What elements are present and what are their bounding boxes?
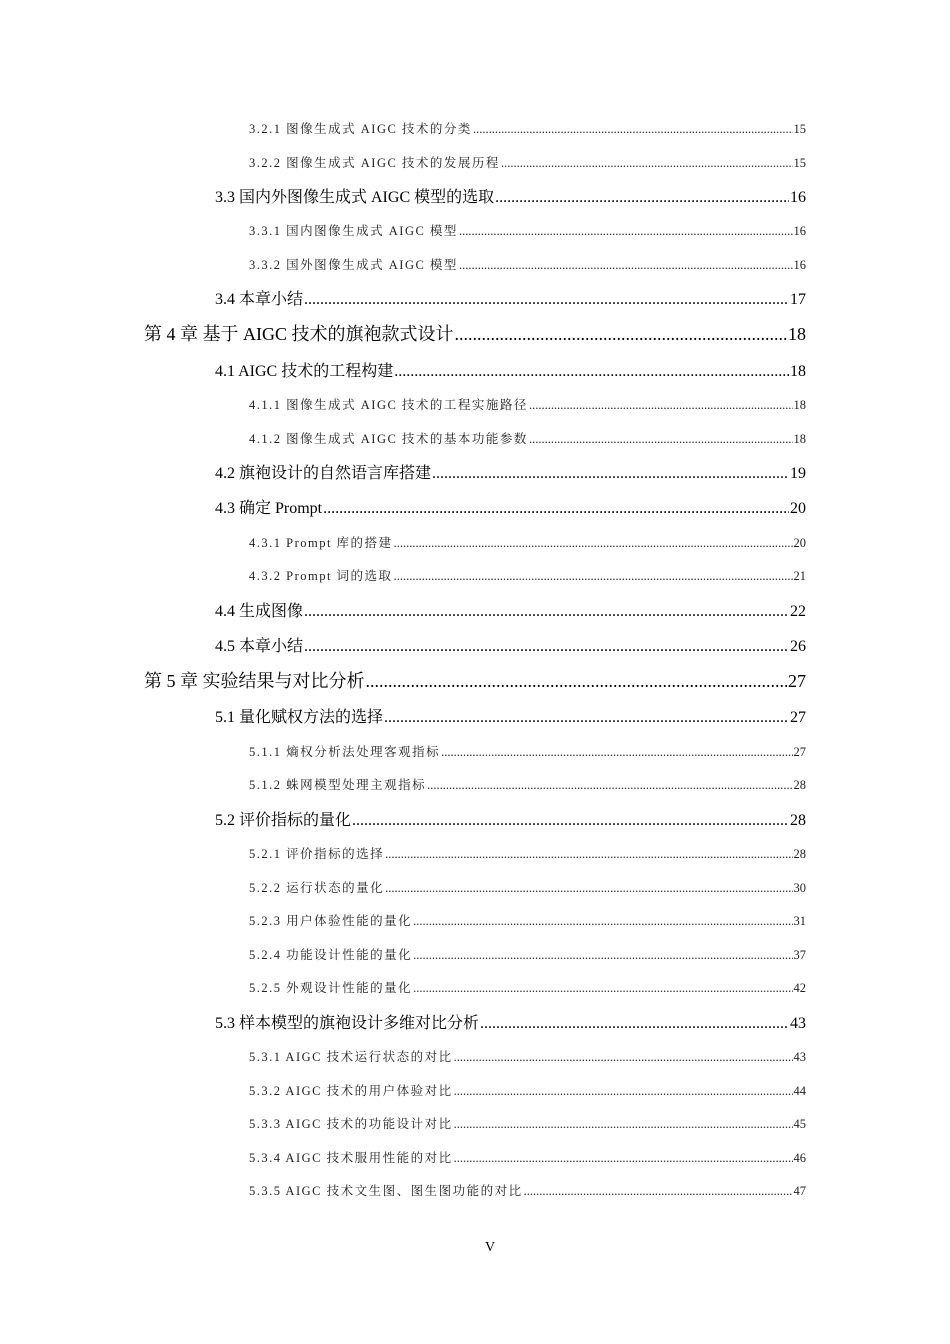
toc-entry-title: 4.1.2 图像生成式 AIGC 技术的基本功能参数 <box>249 432 528 446</box>
toc-subsection-entry[interactable] <box>249 395 806 413</box>
toc-entry-title: 5.3.1 AIGC 技术运行状态的对比 <box>249 1050 453 1064</box>
page-number: V <box>484 1240 496 1255</box>
dot-leader <box>304 603 789 621</box>
toc-entry-title: 第 4 章 基于 AIGC 技术的旗袍款式设计 <box>144 324 454 344</box>
dot-leader <box>529 432 793 447</box>
toc-entry-page: 19 <box>790 465 806 482</box>
toc-entry-title: 3.4 本章小结 <box>215 291 304 308</box>
toc-entry-title: 4.3 确定 Prompt <box>215 500 323 517</box>
toc-entry-page: 28 <box>793 847 806 861</box>
toc-entry-title: 5.2.3 用户体验性能的量化 <box>249 914 413 928</box>
toc-entry-page: 37 <box>793 948 806 962</box>
toc-entry-title: 5.2 评价指标的量化 <box>215 812 352 829</box>
toc-entry-title: 4.2 旗袍设计的自然语言库搭建 <box>215 465 432 482</box>
toc-subsection-entry[interactable] <box>249 255 806 273</box>
toc-entry-page: 28 <box>793 778 806 792</box>
toc-entry-page: 28 <box>790 812 806 829</box>
toc-section-entry[interactable] <box>215 358 806 381</box>
dot-leader <box>413 981 792 996</box>
dot-leader <box>495 189 789 207</box>
toc-entry-page: 17 <box>790 291 806 308</box>
toc-entry-page: 18 <box>793 432 806 446</box>
dot-leader <box>323 500 789 518</box>
dot-leader <box>385 881 792 896</box>
toc-entry-title: 4.3.1 Prompt 库的搭建 <box>249 536 393 550</box>
dot-leader <box>304 638 789 656</box>
dot-leader <box>454 1084 793 1099</box>
toc-subsection-entry[interactable] <box>249 1148 806 1166</box>
toc-entry-page: 26 <box>790 638 806 655</box>
toc-subsection-entry[interactable] <box>249 1114 806 1132</box>
toc-entry-page: 16 <box>793 258 806 272</box>
toc-section-entry[interactable] <box>215 633 806 656</box>
toc-entry-title: 5.3.5 AIGC 技术文生图、图生图功能的对比 <box>249 1184 523 1198</box>
dot-leader <box>454 1117 793 1132</box>
toc-section-entry[interactable] <box>215 460 806 483</box>
dot-leader <box>385 847 792 862</box>
toc-entry-title: 3.2.1 图像生成式 AIGC 技术的分类 <box>249 122 472 136</box>
toc-subsection-entry[interactable] <box>249 429 806 447</box>
dot-leader <box>413 948 792 963</box>
dot-leader <box>384 709 789 727</box>
toc-subsection-entry[interactable] <box>249 153 806 171</box>
toc-entry-title: 5.2.2 运行状态的量化 <box>249 881 385 895</box>
toc-entry-page: 44 <box>793 1084 806 1098</box>
dot-leader <box>394 363 789 381</box>
toc-subsection-entry[interactable] <box>249 533 806 551</box>
toc-entry-page: 46 <box>793 1151 806 1165</box>
dot-leader <box>427 778 792 793</box>
dot-leader <box>394 569 793 584</box>
toc-entry-title: 4.5 本章小结 <box>215 638 304 655</box>
toc-entry-title: 5.3 样本模型的旗袍设计多维对比分析 <box>215 1015 480 1032</box>
toc-entry-title: 5.2.1 评价指标的选择 <box>249 847 385 861</box>
toc-entry-title: 5.1 量化赋权方法的选择 <box>215 709 384 726</box>
toc-entry-title: 5.3.4 AIGC 技术服用性能的对比 <box>249 1151 453 1165</box>
toc-subsection-entry[interactable] <box>249 945 806 963</box>
toc-chapter-entry[interactable] <box>144 320 806 346</box>
toc-subsection-entry[interactable] <box>249 119 806 137</box>
toc-entry-page: 42 <box>793 981 806 995</box>
dot-leader <box>524 1184 793 1199</box>
toc-entry-title: 5.3.3 AIGC 技术的功能设计对比 <box>249 1117 453 1131</box>
toc-entry-title: 3.3 国内外图像生成式 AIGC 模型的选取 <box>215 189 495 206</box>
dot-leader <box>529 398 793 413</box>
dot-leader <box>304 291 789 309</box>
toc-subsection-entry[interactable] <box>249 1181 806 1199</box>
dot-leader <box>459 224 793 239</box>
toc-subsection-entry[interactable] <box>249 978 806 996</box>
toc-entry-title: 3.3.2 国外图像生成式 AIGC 模型 <box>249 258 458 272</box>
toc-entry-page: 31 <box>793 914 806 928</box>
toc-entry-title: 5.2.4 功能设计性能的量化 <box>249 948 413 962</box>
toc-entry-page: 18 <box>793 398 806 412</box>
toc-entry-page: 15 <box>793 156 806 170</box>
toc-section-entry[interactable] <box>215 598 806 621</box>
dot-leader <box>501 156 793 171</box>
dot-leader <box>441 745 792 760</box>
toc-entry-page: 45 <box>793 1117 806 1131</box>
toc-subsection-entry[interactable] <box>249 221 806 239</box>
toc-entry-title: 3.3.1 国内图像生成式 AIGC 模型 <box>249 224 458 238</box>
toc-entry-page: 27 <box>788 671 806 691</box>
toc-subsection-entry[interactable] <box>249 1047 806 1065</box>
toc-entry-title: 4.3.2 Prompt 词的选取 <box>249 569 393 583</box>
toc-entry-page: 16 <box>793 224 806 238</box>
toc-subsection-entry[interactable] <box>249 878 806 896</box>
dot-leader <box>455 324 788 345</box>
toc-entry-page: 43 <box>790 1015 806 1032</box>
toc-section-entry[interactable] <box>215 495 806 518</box>
toc-entry-title: 5.1.1 熵权分析法处理客观指标 <box>249 745 441 759</box>
toc-entry-page: 20 <box>790 500 806 517</box>
toc-entry-page: 22 <box>790 603 806 620</box>
toc-entry-page: 47 <box>793 1184 806 1198</box>
toc-entry-page: 18 <box>790 363 806 380</box>
toc-entry-page: 18 <box>788 324 806 344</box>
toc-entry-title: 5.3.2 AIGC 技术的用户体验对比 <box>249 1084 453 1098</box>
toc-entry-page: 20 <box>793 536 806 550</box>
toc-entry-page: 43 <box>793 1050 806 1064</box>
toc-entry-title: 3.2.2 图像生成式 AIGC 技术的发展历程 <box>249 156 500 170</box>
toc-entry-page: 15 <box>793 122 806 136</box>
toc-chapter-entry[interactable] <box>144 667 806 693</box>
dot-leader <box>459 258 793 273</box>
dot-leader <box>473 122 793 137</box>
dot-leader <box>454 1151 793 1166</box>
dot-leader <box>432 465 789 483</box>
toc-subsection-entry[interactable] <box>249 844 806 862</box>
toc-section-entry[interactable] <box>215 704 806 727</box>
toc-section-entry[interactable] <box>215 807 806 830</box>
toc-section-entry[interactable] <box>215 286 806 309</box>
toc-entry-title: 4.1.1 图像生成式 AIGC 技术的工程实施路径 <box>249 398 528 412</box>
toc-section-entry[interactable] <box>215 184 806 207</box>
dot-leader <box>366 671 788 692</box>
toc-subsection-entry[interactable] <box>249 775 806 793</box>
toc-entry-page: 21 <box>793 569 806 583</box>
toc-entry-title: 4.4 生成图像 <box>215 603 304 620</box>
toc-subsection-entry[interactable] <box>249 1081 806 1099</box>
toc-entry-title: 第 5 章 实验结果与对比分析 <box>144 671 365 691</box>
toc-entry-page: 16 <box>790 189 806 206</box>
toc-subsection-entry[interactable] <box>249 742 806 760</box>
toc-entry-title: 5.2.5 外观设计性能的量化 <box>249 981 413 995</box>
toc-entry-page: 27 <box>793 745 806 759</box>
toc-entry-page: 27 <box>790 709 806 726</box>
dot-leader <box>454 1050 793 1065</box>
dot-leader <box>480 1015 789 1033</box>
dot-leader <box>413 914 792 929</box>
toc-entry-title: 5.1.2 蛛网模型处理主观指标 <box>249 778 427 792</box>
dot-leader <box>352 812 789 830</box>
toc-section-entry[interactable] <box>215 1010 806 1033</box>
toc-subsection-entry[interactable] <box>249 566 806 584</box>
toc-subsection-entry[interactable] <box>249 911 806 929</box>
dot-leader <box>394 536 793 551</box>
toc-entry-page: 30 <box>793 881 806 895</box>
toc-entry-title: 4.1 AIGC 技术的工程构建 <box>215 363 394 380</box>
